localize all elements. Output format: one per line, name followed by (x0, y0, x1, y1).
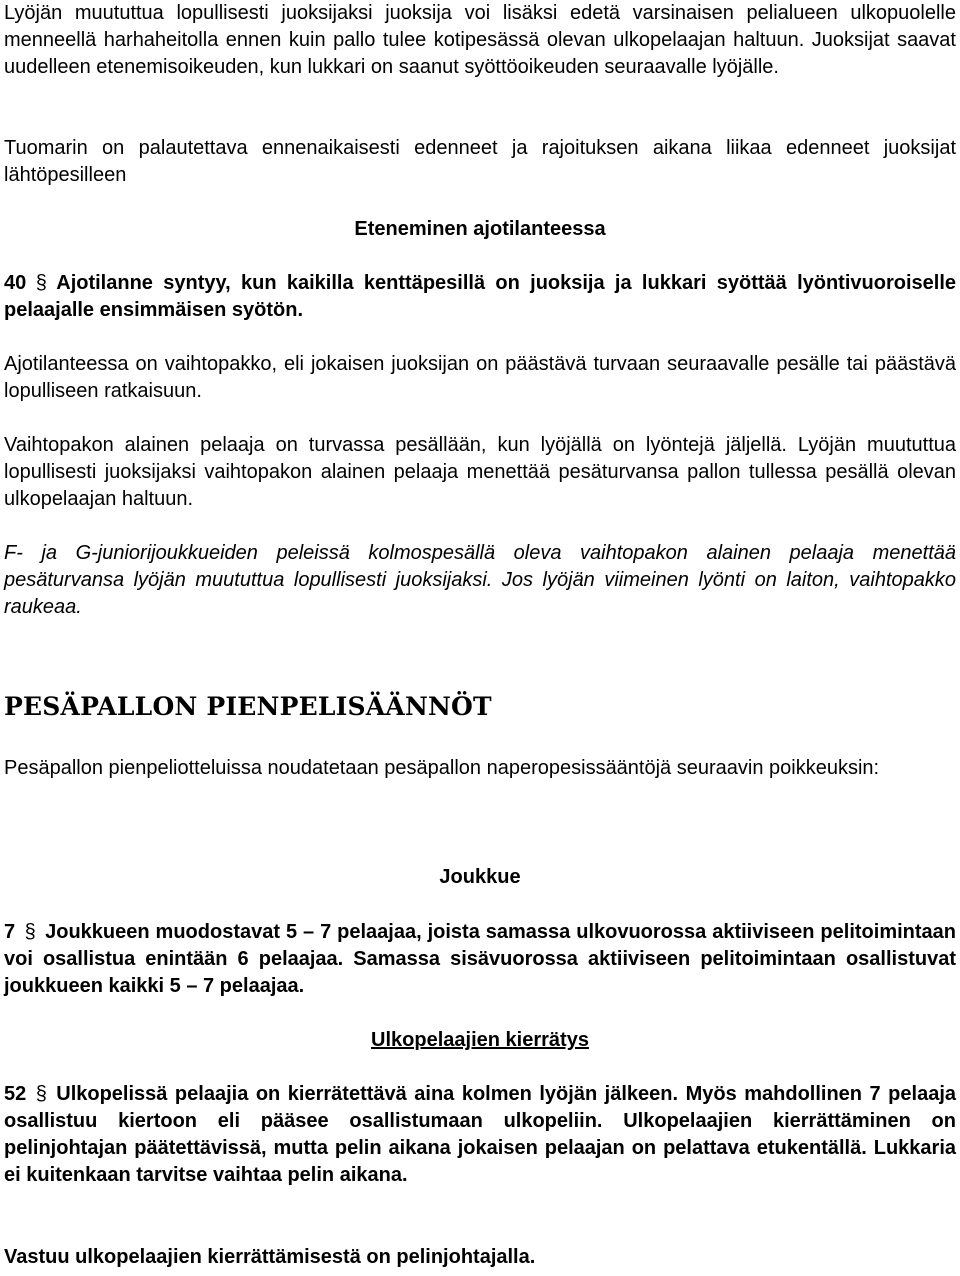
section-sign: § (35, 1083, 47, 1105)
heading-advance-in-force-situation: Eteneminen ajotilanteessa (354, 218, 606, 240)
rule-40 (4, 270, 956, 324)
paragraph-runner-advance: Lyöjän muututtua lopullisesti juoksijaksi juoksija voi lisäksi edetä varsinaisen pelialueen ulkopuolelle menneellä harhaheitolla ennen kuin pallo tulee kotipesässä olevan ulkopelaajan haltuun. Juoksijat saavat uudelleen etenemisoikeuden, kun lukkari on saanut syöttöoikeuden seuraavalle lyöjälle. (4, 2, 956, 78)
section-sign: § (24, 921, 36, 943)
paragraph-forced-player-safety: Vaihtopakon alainen pelaaja on turvassa pesällään, kun lyöjällä on lyöntejä jäljellä. Lyöjän muututtua lopullisesti juoksijaksi vaihtopakon alainen pelaaja menettää pesäturvansa pallon tullessa pesällä olevan ulkopelaajan haltuun. (4, 434, 956, 510)
rule-number: 52 (4, 1083, 27, 1105)
paragraph-umpire-return: Tuomarin on palautettava ennenaikaisesti edenneet ja rajoituksen aikana liikaa edenneet juoksijat lähtöpesilleen (4, 137, 956, 186)
heading-team: Joukkue (439, 866, 521, 888)
rule-52 (4, 1081, 956, 1189)
section-sign: § (35, 272, 47, 294)
paragraph-junior-teams-note: F- ja G-juniorijoukkueiden peleissä kolmospesällä oleva vaihtopakon alainen pelaaja menettää pesäturvansa lyöjän muututtua lopullisesti juoksijaksi. Jos lyöjän viimeinen lyönti on laiton, vaihtopakko raukeaa. (4, 542, 956, 618)
section-title-small-game-rules: PESÄPALLON PIENPELISÄÄNNÖT (4, 692, 492, 721)
rule-7 (4, 919, 956, 1000)
rule-number: 7 (4, 921, 16, 943)
heading-fielder-rotation: Ulkopelaajien kierrätys (371, 1029, 589, 1051)
rule-text: Ulkopelissä pelaajia on kierrätettävä aina kolmen lyöjän jälkeen. Myös mahdollinen 7 pelaaja osallistuu kiertoon eli pääsee osallistumaan ulkopeliin. Ulkopelaajien kierrättäminen on pelinjohtajan päätettävissä, mutta pelin aikana jokaisen pelaajan on pelattava etukentällä. Lukkaria ei kuitenkaan tarvitse vaihtaa pelin aikana. (4, 1083, 956, 1186)
paragraph-small-game-intro: Pesäpallon pienpeliotteluissa noudatetaan pesäpallon naperopesissääntöjä seuraavin poikkeuksin: (4, 757, 880, 779)
rule-text: Joukkueen muodostavat 5 – 7 pelaajaa, joista samassa ulkovuorossa aktiiviseen pelitoimintaan voi osallistua enintään 6 pelaajaa. Samassa sisävuorossa aktiiviseen pelitoimintaan osallistuvat joukkueen kaikki 5 – 7 pelaajaa. (4, 921, 956, 997)
paragraph-force-situation: Ajotilanteessa on vaihtopakko, eli jokaisen juoksijan on päästävä turvaan seuraavalle pesälle tai päästävä lopulliseen ratkaisuun. (4, 353, 956, 402)
paragraph-rotation-responsibility: Vastuu ulkopelaajien kierrättämisestä on pelinjohtajalla. (4, 1246, 536, 1268)
rule-number: 40 (4, 272, 27, 294)
rule-text: Ajotilanne syntyy, kun kaikilla kenttäpesillä on juoksija ja lukkari syöttää lyöntivuoroiselle pelaajalle ensimmäisen syötön. (4, 272, 956, 321)
